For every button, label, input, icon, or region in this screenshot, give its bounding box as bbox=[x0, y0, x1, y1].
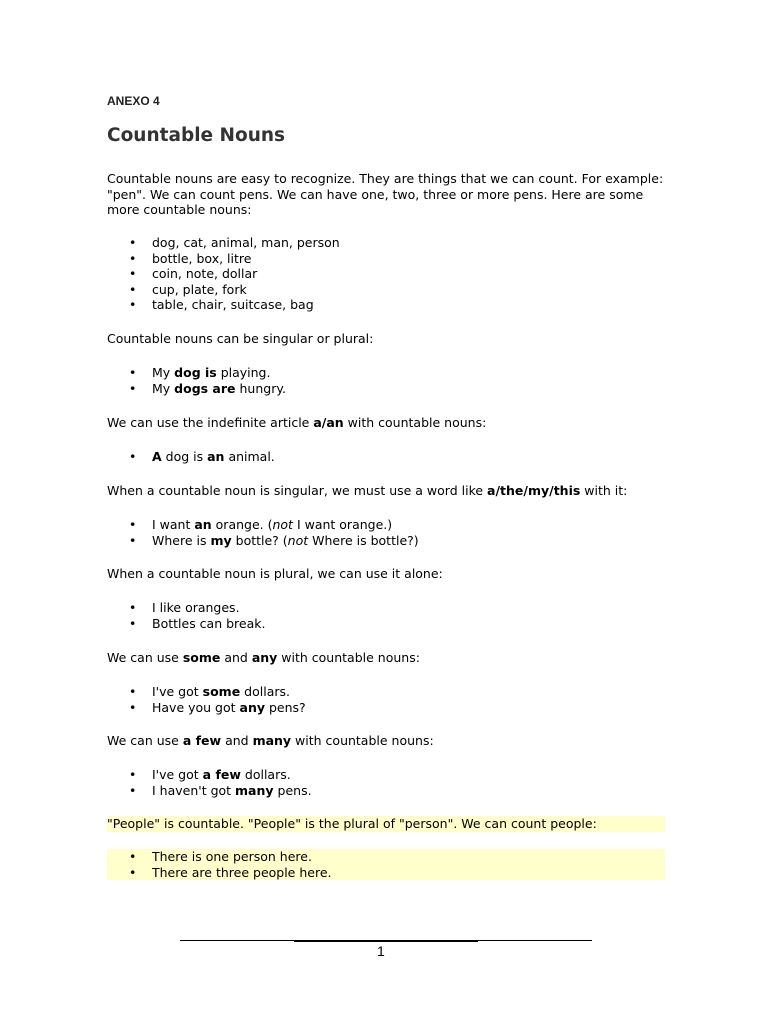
list-item: • There are three people here. bbox=[129, 864, 332, 880]
bullet-icon: • bbox=[129, 517, 137, 532]
few-many-list bbox=[107, 767, 665, 798]
list-item: • Have you got any pens? bbox=[129, 699, 306, 715]
bullet-icon: • bbox=[129, 235, 137, 250]
bullet-icon: • bbox=[129, 281, 137, 297]
singular-plural-paragraph: Countable nouns can be singular or plural: bbox=[107, 331, 374, 346]
article-paragraph: We can use the indefinite article a/an with countable nouns: bbox=[107, 415, 487, 430]
bullet-icon: • bbox=[129, 699, 137, 715]
annex-label: ANEXO 4 bbox=[107, 94, 160, 108]
plural-rule-list bbox=[107, 600, 665, 631]
intro-paragraph: Countable nouns are easy to recognize. They are things that we can count. For example: "pen". We can count pens. We can have one, two, three or more pens. Here are some more countable nouns: bbox=[107, 171, 664, 217]
bullet-icon: • bbox=[129, 782, 137, 798]
few-many-paragraph: We can use a few and many with countable nouns: bbox=[107, 733, 434, 748]
list-item: • cup, plate, fork bbox=[129, 281, 247, 297]
page-title: Countable Nouns bbox=[107, 125, 286, 146]
examples-list bbox=[107, 235, 665, 313]
list-item: • I want an orange. (not I want orange.) bbox=[129, 517, 393, 532]
list-item: • bottle, box, litre bbox=[129, 250, 252, 266]
list-item: • I haven't got many pens. bbox=[129, 782, 312, 798]
bullet-icon: • bbox=[129, 449, 137, 464]
list-item: • My dogs are hungry. bbox=[129, 380, 286, 396]
bullet-icon: • bbox=[129, 849, 137, 864]
bullet-icon: • bbox=[129, 864, 137, 880]
bullet-icon: • bbox=[129, 615, 137, 631]
bullet-icon: • bbox=[129, 600, 137, 615]
bullet-icon: • bbox=[129, 365, 137, 380]
singular-rule-paragraph: When a countable noun is singular, we must use a word like a/the/my/this with it: bbox=[107, 483, 628, 498]
list-item: • table, chair, suitcase, bag bbox=[129, 297, 314, 313]
bullet-icon: • bbox=[129, 297, 137, 313]
list-item: • My dog is playing. bbox=[129, 365, 271, 380]
article-list bbox=[107, 449, 665, 465]
list-item: • Where is my bottle? (not Where is bottle?) bbox=[129, 532, 419, 548]
page-number: 1 bbox=[377, 943, 385, 959]
list-item: • dog, cat, animal, man, person bbox=[129, 235, 340, 250]
bullet-icon: • bbox=[129, 532, 137, 548]
list-item: • There is one person here. bbox=[129, 849, 312, 864]
list-item: • I've got a few dollars. bbox=[129, 767, 291, 782]
list-item: • I like oranges. bbox=[129, 600, 240, 615]
list-item: • coin, note, dollar bbox=[129, 266, 258, 282]
plural-rule-paragraph: When a countable noun is plural, we can use it alone: bbox=[107, 566, 443, 581]
singular-plural-list bbox=[107, 365, 665, 396]
some-any-list bbox=[107, 684, 665, 715]
singular-rule-list bbox=[107, 517, 665, 548]
bullet-icon: • bbox=[129, 767, 137, 782]
list-item: • Bottles can break. bbox=[129, 615, 266, 631]
bullet-icon: • bbox=[129, 684, 137, 699]
footer-divider-accent bbox=[294, 940, 478, 942]
bullet-icon: • bbox=[129, 380, 137, 396]
people-list bbox=[107, 849, 665, 880]
list-item: • A dog is an animal. bbox=[129, 449, 275, 464]
bullet-icon: • bbox=[129, 250, 137, 266]
list-item: • I've got some dollars. bbox=[129, 684, 290, 699]
bullet-icon: • bbox=[129, 266, 137, 282]
people-paragraph: "People" is countable. "People" is the plural of "person". We can count people: bbox=[107, 816, 665, 832]
some-any-paragraph: We can use some and any with countable nouns: bbox=[107, 650, 420, 665]
